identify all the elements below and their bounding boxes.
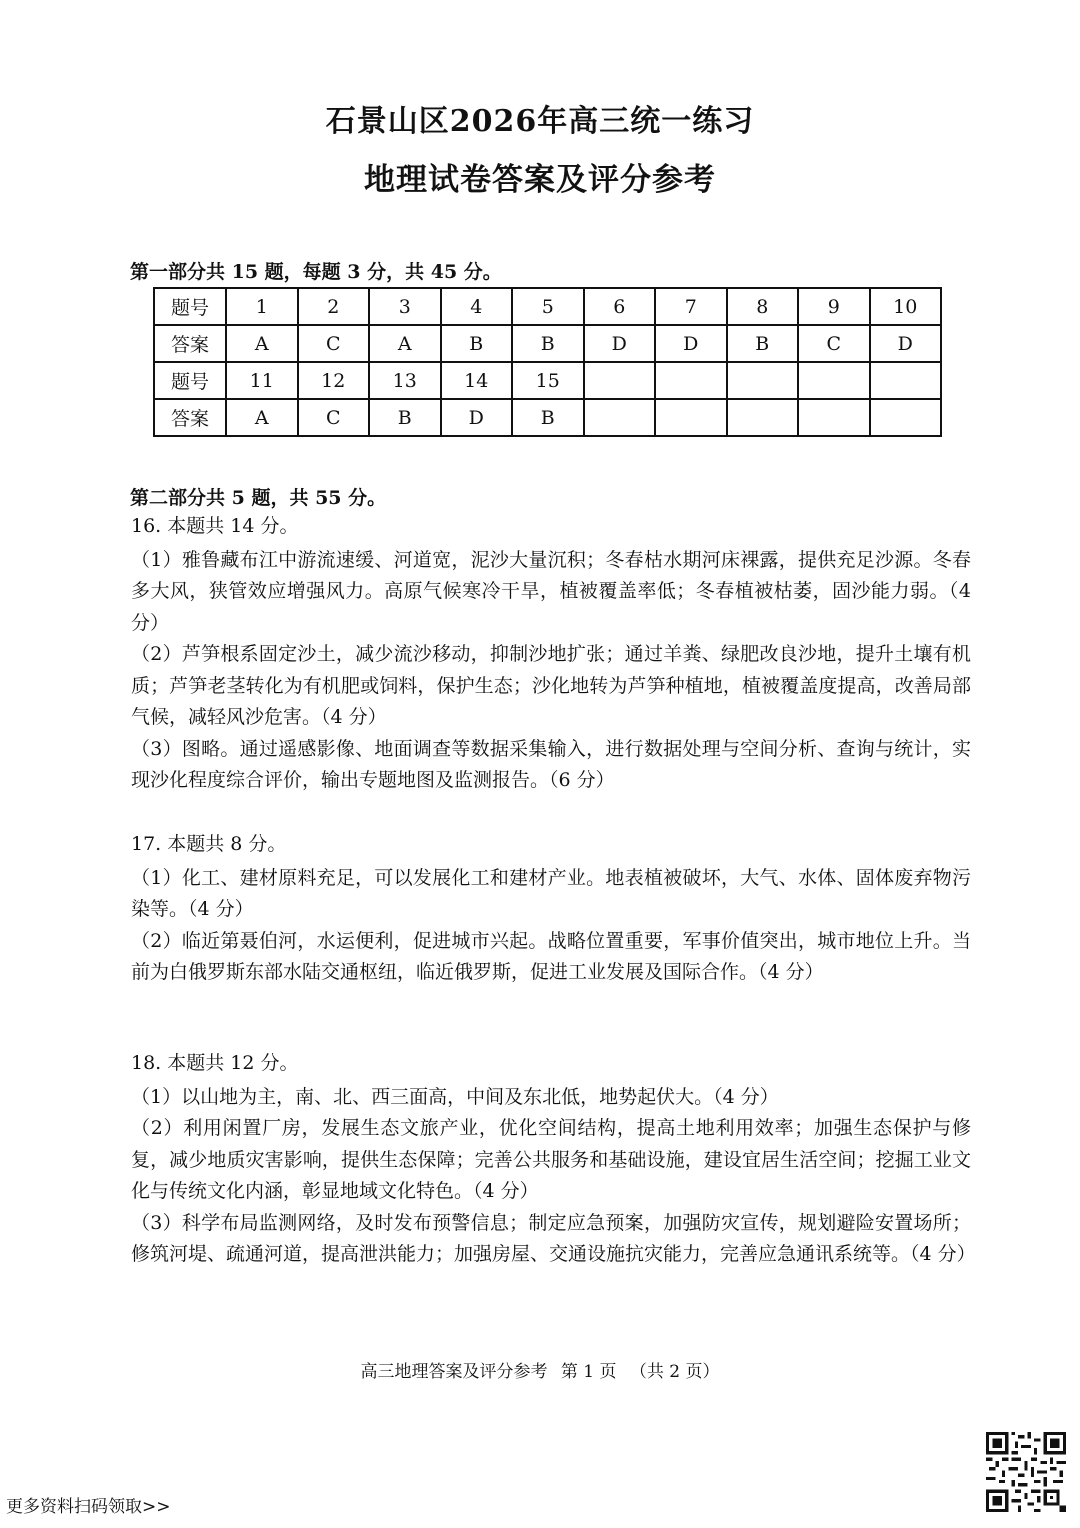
answer-cell [584,399,656,436]
answer-cell: A [369,325,441,362]
exam-subtitle: 地理试卷答案及评分参考 [364,162,716,198]
answer-cell [798,399,870,436]
table-row [154,399,941,436]
answer-cell [655,399,727,436]
question-number: 11 [226,362,298,399]
question-number [584,362,656,399]
question-number: 8 [727,288,799,325]
scan-for-more-link[interactable]: 更多资料扫码领取>> [6,1497,171,1517]
answer-cell: D [584,325,656,362]
question-number [727,362,799,399]
answer-cell: A [226,325,298,362]
question-16-block [131,511,971,797]
answer-cell: B [727,325,799,362]
answer-paragraph: （3）科学布局监测网络，及时发布预警信息；制定应急预案，加强防灾宣传，规划避险安置场所；修筑河堤、疏通河道，提高泄洪能力；加强房屋、交通设施抗灾能力，完善应急通讯系统等。（4 分） [131,1211,976,1265]
question-number: 5 [512,288,584,325]
question-18-block [131,1048,976,1271]
answer-cell: D [655,325,727,362]
page-total: （共 2 页） [629,1362,720,1382]
question-heading: 17. 本题共 8 分。 [131,833,287,855]
question-number: 10 [870,288,942,325]
question-number [870,362,942,399]
question-number: 6 [584,288,656,325]
answer-cell: B [369,399,441,436]
answer-cell: B [512,399,584,436]
page-number: 第 1 页 [560,1362,617,1382]
question-number [798,362,870,399]
answer-cell: C [298,325,370,362]
question-number: 7 [655,288,727,325]
question-heading: 16. 本题共 14 分。 [131,515,299,537]
row-label: 题号 [154,362,226,399]
question-number: 3 [369,288,441,325]
question-number: 4 [441,288,513,325]
answer-paragraph: （1）雅鲁藏布江中游流速缓、河道宽，泥沙大量沉积；冬春枯水期河床裸露，提供充足沙源。冬春多大风，狭管效应增强风力。高原气候寒冷干旱，植被覆盖率低；冬春植被枯萎，固沙能力弱。（4 分） [131,548,971,634]
question-number: 15 [512,362,584,399]
table-row [154,288,941,325]
answer-cell: B [441,325,513,362]
question-number: 9 [798,288,870,325]
answer-paragraph: （1）以山地为主，南、北、西三面高，中间及东北低，地势起伏大。（4 分） [131,1085,779,1108]
answer-paragraph: （2）临近第聂伯河，水运便利，促进城市兴起。战略位置重要，军事价值突出，城市地位上升。当前为白俄罗斯东部水陆交通枢纽，临近俄罗斯，促进工业发展及国际合作。（4 分） [131,929,971,983]
answer-cell [870,399,942,436]
question-number: 2 [298,288,370,325]
answer-paragraph: （2）芦笋根系固定沙土，减少流沙移动，抑制沙地扩张；通过羊粪、绿肥改良沙地，提升土壤有机质；芦笋老茎转化为有机肥或饲料，保护生态；沙化地转为芦笋种植地，植被覆盖度提高，改善局部气候，减轻风沙危害。（4 分） [131,643,971,728]
table-row [154,362,941,399]
part2-heading: 第二部分共 5 题，共 55 分。 [130,487,387,509]
answer-cell: B [512,325,584,362]
question-number: 14 [441,362,513,399]
answer-cell: D [441,399,513,436]
answer-cell [727,399,799,436]
answer-table [153,287,942,437]
question-number [655,362,727,399]
answer-cell: C [798,325,870,362]
answer-cell: D [870,325,942,362]
footer-doc-title: 高三地理答案及评分参考 [360,1362,548,1382]
exam-title: 石景山区2026年高三统一练习 [325,104,755,139]
row-label: 答案 [154,399,226,436]
row-label: 题号 [154,288,226,325]
question-number: 1 [226,288,298,325]
answer-paragraph: （1）化工、建材原料充足，可以发展化工和建材产业。地表植被破坏，大气、水体、固体废弃物污染等。（4 分） [131,866,971,920]
answer-cell: C [298,399,370,436]
answer-paragraph: （2）利用闲置厂房，发展生态文旅产业，优化空间结构，提高土地利用效率；加强生态保护与修复，减少地质灾害影响，提供生态保障；完善公共服务和基础设施，建设宜居生活空间；挖掘工业文化与传统文化内涵，彰显地域文化特色。（4 分） [131,1117,971,1202]
question-number: 13 [369,362,441,399]
qr-code-icon[interactable] [986,1432,1066,1512]
table-row [154,325,941,362]
question-17-block [131,829,971,989]
answer-paragraph: （3）图略。通过遥感影像、地面调查等数据采集输入，进行数据处理与空间分析、查询与统计，实现沙化程度综合评价，输出专题地图及监测报告。（6 分） [131,737,971,791]
part1-heading: 第一部分共 15 题，每题 3 分，共 45 分。 [130,261,502,283]
question-number: 12 [298,362,370,399]
question-heading: 18. 本题共 12 分。 [131,1052,299,1074]
answer-cell: A [226,399,298,436]
row-label: 答案 [154,325,226,362]
page-footer [0,1357,1080,1382]
